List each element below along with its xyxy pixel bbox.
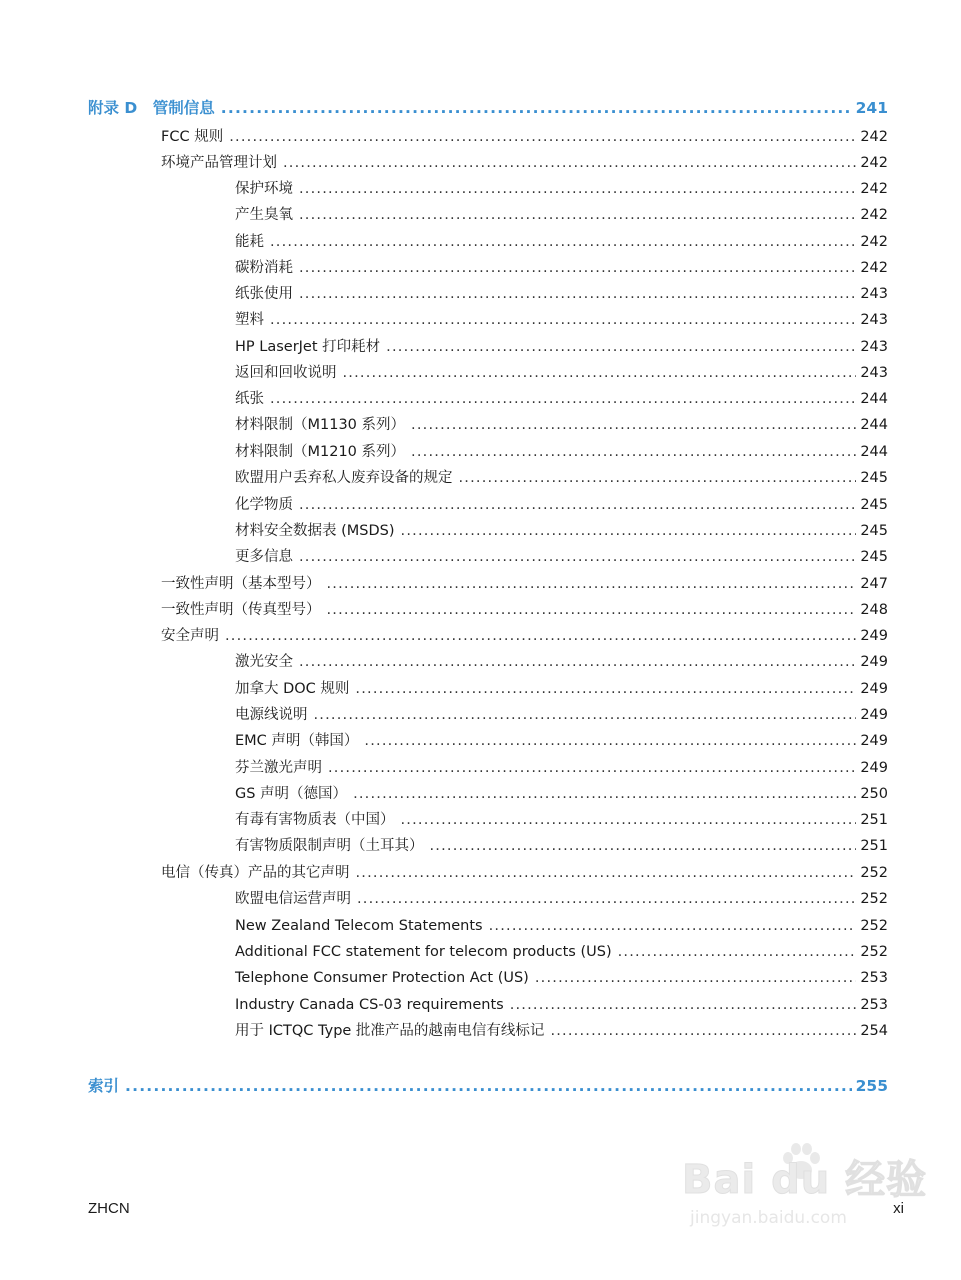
toc-entry-label: FCC 规则 [161,129,224,145]
toc-leader-dots [550,1020,856,1042]
footer-language-code: ZHCN [88,1200,130,1217]
toc-entry-page: 242 [860,181,888,197]
toc-entry-page: 253 [860,997,888,1013]
toc-entry-label: New Zealand Telecom Statements [235,918,483,934]
toc-entry-label: Additional FCC statement for telecom products (US) [235,944,612,960]
toc-entry-label: 芬兰激光声明 [235,760,322,776]
toc-entry-label: 纸张使用 [235,286,293,302]
toc-entry-label: 电源线说明 [235,707,308,723]
toc-entry-page: 252 [860,918,888,934]
toc-entry[interactable] [161,599,888,621]
toc-entry[interactable] [235,941,888,963]
toc-leader-dots [270,231,856,253]
toc-entry[interactable] [235,783,888,805]
toc-entry-label: 欧盟用户丢弃私人废弃设备的规定 [235,470,453,486]
toc-entry-page: 243 [860,312,888,328]
toc-entry-label: 能耗 [235,234,264,250]
toc-entry[interactable] [235,178,888,200]
toc-entry-page: 242 [860,155,888,171]
toc-entry-label: 碳粉消耗 [235,260,293,276]
toc-leader-dots [355,678,856,700]
toc-entry-label: 材料安全数据表 (MSDS) [235,523,395,539]
toc-chapter-d[interactable] [88,97,888,119]
toc-entry-page: 249 [860,628,888,644]
toc-entry[interactable] [235,414,888,436]
toc-entry[interactable] [235,336,888,358]
toc-entry-label: Telephone Consumer Protection Act (US) [235,970,529,986]
toc-entry-label: 电信（传真）产品的其它声明 [161,865,350,881]
toc-entry[interactable] [161,126,888,148]
toc-entry-label: 化学物质 [235,497,293,513]
toc-entry-label: 用于 ICTQC Type 批准产品的越南电信有线标记 [235,1023,545,1039]
toc-entry[interactable] [235,888,888,910]
toc-leader-dots [283,152,856,174]
toc-entry[interactable] [235,835,888,857]
toc-leader-dots [299,257,856,279]
toc-index-page: 255 [855,1077,888,1095]
toc-leader-dots [299,546,856,568]
toc-entry-page: 245 [860,523,888,539]
toc-entry-label: 产生臭氧 [235,207,293,223]
toc-entry[interactable] [235,757,888,779]
toc-entry-page: 247 [860,576,888,592]
toc-entry-page: 245 [860,470,888,486]
toc-entry[interactable] [235,362,888,384]
toc-leader-dots [270,309,856,331]
toc-entry-page: 252 [860,944,888,960]
toc-entry-page: 243 [860,286,888,302]
toc-entry-label: 保护环境 [235,181,293,197]
watermark-main-text: Bai du 经验 [682,1157,928,1203]
toc-entry[interactable] [235,467,888,489]
toc-leader-dots [328,757,856,779]
toc-leader-dots [343,362,857,384]
toc-entry-label: 欧盟电信运营声明 [235,891,351,907]
toc-leader-dots [327,573,857,595]
toc-entry-page: 252 [860,865,888,881]
toc-leader-dots [618,941,857,963]
footer-page-number: xi [893,1200,904,1217]
toc-entry-page: 249 [860,760,888,776]
toc-leader-dots [364,730,856,752]
toc-entry-page: 250 [860,786,888,802]
toc-entry-page: 252 [860,891,888,907]
toc-entry[interactable] [235,441,888,463]
watermark-sub-text: jingyan.baidu.com [690,1208,847,1228]
toc-entry-page: 249 [860,654,888,670]
toc-entry-page: 244 [860,417,888,433]
toc-entry[interactable] [161,862,888,884]
toc-entry[interactable] [235,309,888,331]
toc-entry[interactable] [161,625,888,647]
toc-entry-page: 253 [860,970,888,986]
toc-entry-page: 249 [860,681,888,697]
toc-entry[interactable] [235,283,888,305]
toc-leader-dots [459,467,857,489]
toc-entry[interactable] [235,494,888,516]
toc-leader-dots [229,126,856,148]
toc-leader-dots [401,520,857,542]
toc-leader-dots [225,625,856,647]
toc-entry[interactable] [235,704,888,726]
toc-entry-page: 243 [860,365,888,381]
toc-entry[interactable] [235,231,888,253]
toc-entry-label: 更多信息 [235,549,293,565]
toc-leader-dots [299,283,856,305]
toc-entry-page: 248 [860,602,888,618]
toc-leader-dots [386,336,856,358]
toc-leader-dots [327,599,857,621]
toc-entry-page: 245 [860,497,888,513]
toc-leader-dots [489,915,857,937]
toc-entry-label: EMC 声明（韩国） [235,733,359,749]
toc-entry-label: 激光安全 [235,654,293,670]
toc-entry-label: 材料限制（M1210 系列） [235,444,406,460]
toc-entry[interactable] [235,809,888,831]
toc-leader-dots [357,888,856,910]
toc-entry[interactable] [235,257,888,279]
toc-index[interactable] [88,1075,888,1097]
toc-entry-page: 244 [860,444,888,460]
toc-entry-page: 242 [860,129,888,145]
toc-entry-label: 纸张 [235,391,264,407]
toc-entry-page: 251 [860,838,888,854]
toc-leader-dots [510,994,857,1016]
toc-entry-label: 一致性声明（基本型号） [161,576,321,592]
toc-leader-dots [299,204,856,226]
toc-entry-label: 加拿大 DOC 规则 [235,681,350,697]
toc-index-title: 索引 [88,1077,120,1095]
toc-leader-dots [411,414,856,436]
toc-entry-page: 254 [860,1023,888,1039]
toc-entry-label: 安全声明 [161,628,219,644]
toc-entry[interactable] [161,573,888,595]
toc-leader-dots [401,809,857,831]
toc-entry[interactable] [235,204,888,226]
toc-leader-dots [299,494,856,516]
toc-leader-dots [430,835,857,857]
toc-entry[interactable] [161,152,888,174]
toc-entry-page: 249 [860,707,888,723]
toc-entry-page: 242 [860,260,888,276]
toc-leader-dots [411,441,856,463]
toc-entry-page: 242 [860,207,888,223]
toc-entry-label: 返回和回收说明 [235,365,337,381]
toc-entry[interactable] [235,651,888,673]
toc-leader-dots [270,388,856,410]
toc-entry[interactable] [235,915,888,937]
toc-entry[interactable] [235,388,888,410]
toc-entry[interactable] [235,678,888,700]
toc-entry-page: 251 [860,812,888,828]
toc-entry-label: 有毒有害物质表（中国） [235,812,395,828]
toc-page-number: 241 [855,99,888,117]
toc-leader-dots [221,97,852,119]
toc-entry-label: Industry Canada CS-03 requirements [235,997,504,1013]
toc-entry[interactable] [235,1020,888,1042]
toc-leader-dots [353,783,856,805]
toc-entry-page: 243 [860,339,888,355]
toc-entry-label: 环境产品管理计划 [161,155,277,171]
toc-leader-dots [125,1075,852,1097]
baidu-jingyan-watermark [660,1140,930,1250]
toc-leader-dots [535,967,856,989]
toc-entry-label: 塑料 [235,312,264,328]
toc-entry-page: 244 [860,391,888,407]
toc-entry[interactable] [235,730,888,752]
toc-leader-dots [314,704,857,726]
toc-entry-label: HP LaserJet 打印耗材 [235,339,381,355]
toc-leader-dots [299,178,856,200]
toc-leader-dots [299,651,856,673]
toc-entry-page: 245 [860,549,888,565]
toc-entry[interactable] [235,967,888,989]
toc-chapter-title: 附录 D 管制信息 [88,99,215,117]
toc-entry[interactable] [235,546,888,568]
toc-entry-label: GS 声明（德国） [235,786,348,802]
toc-leader-dots [356,862,857,884]
toc-entry-page: 242 [860,234,888,250]
toc-entry-label: 一致性声明（传真型号） [161,602,321,618]
toc-entry-label: 材料限制（M1130 系列） [235,417,406,433]
toc-entry[interactable] [235,994,888,1016]
toc-entry-label: 有害物质限制声明（土耳其） [235,838,424,854]
toc-entry[interactable] [235,520,888,542]
toc-entry-page: 249 [860,733,888,749]
